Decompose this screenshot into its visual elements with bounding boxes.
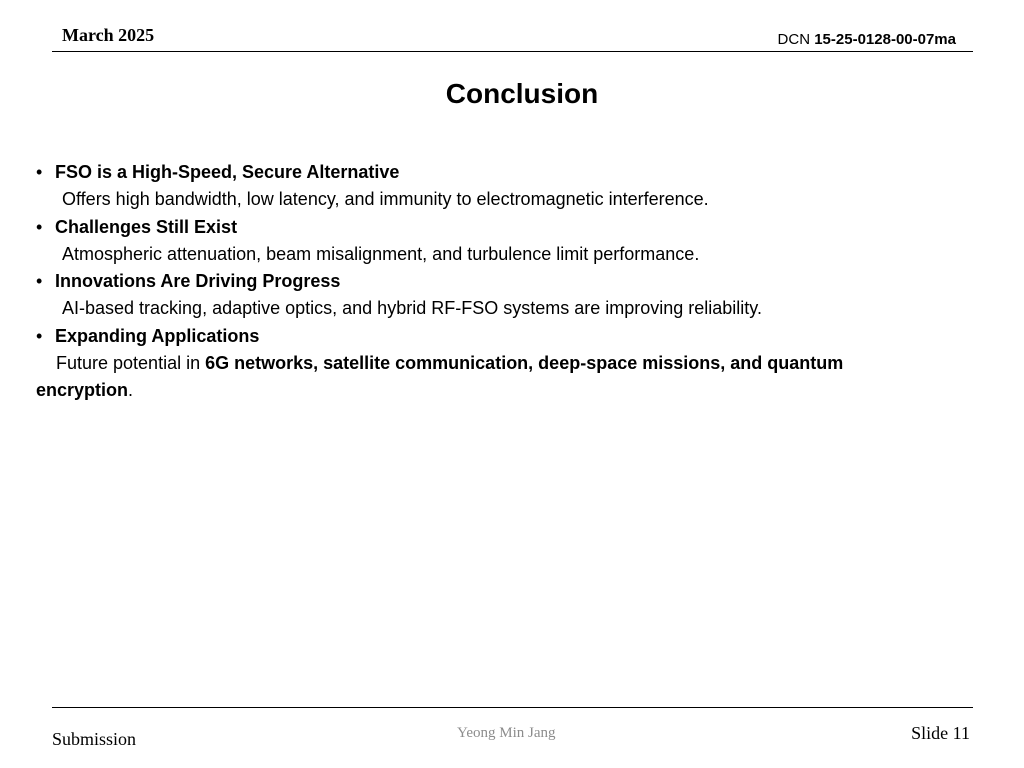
header-date: March 2025 (62, 25, 155, 45)
bullet-heading-applications (36, 323, 976, 350)
footer-submission: Submission (52, 729, 137, 749)
slide-number: Slide 11 (911, 723, 970, 743)
description-suffix: . (128, 380, 134, 401)
bullet-heading-text: Innovations Are Driving Progress (55, 271, 341, 292)
footer-divider (52, 707, 973, 708)
bullet-glyph: • (36, 325, 43, 346)
bullet-glyph: • (36, 216, 43, 237)
bullet-heading-text: Challenges Still Exist (55, 216, 238, 237)
bullet-glyph: • (36, 162, 43, 182)
document-number (778, 31, 956, 49)
description-prefix: Future potential in (56, 353, 206, 374)
bullet-description-applications (36, 350, 976, 377)
bullet-description-challenges: Atmospheric attenuation, beam misalignment, and turbulence limit performance. (62, 243, 700, 264)
header-divider (52, 51, 973, 52)
dcn-number: 15-25-0128-00-07ma (814, 31, 956, 48)
bullet-heading-challenges (36, 214, 976, 241)
bullet-description-innovations: AI-based tracking, adaptive optics, and hybrid RF-FSO systems are improving reliability. (62, 298, 762, 319)
bullet-heading-text: Expanding Applications (55, 325, 260, 346)
bullet-description-fso: Offers high bandwidth, low latency, and immunity to electromagnetic interference. (62, 189, 709, 210)
slide-title: Conclusion (445, 78, 599, 109)
bullet-list (36, 159, 976, 405)
description-emphasis: 6G networks, satellite communication, deep-space missions, and quantum (205, 353, 844, 374)
description-emphasis-end: encryption (36, 380, 129, 401)
bullet-heading-innovations (36, 268, 976, 295)
bullet-glyph: • (36, 271, 43, 292)
bullet-description-applications-continued (36, 377, 976, 404)
bullet-heading-text: FSO is a High-Speed, Secure Alternative (55, 162, 400, 182)
bullet-heading-fso (36, 159, 976, 186)
footer-author: Yeong Min Jang (457, 725, 556, 741)
dcn-prefix: DCN (777, 31, 811, 48)
